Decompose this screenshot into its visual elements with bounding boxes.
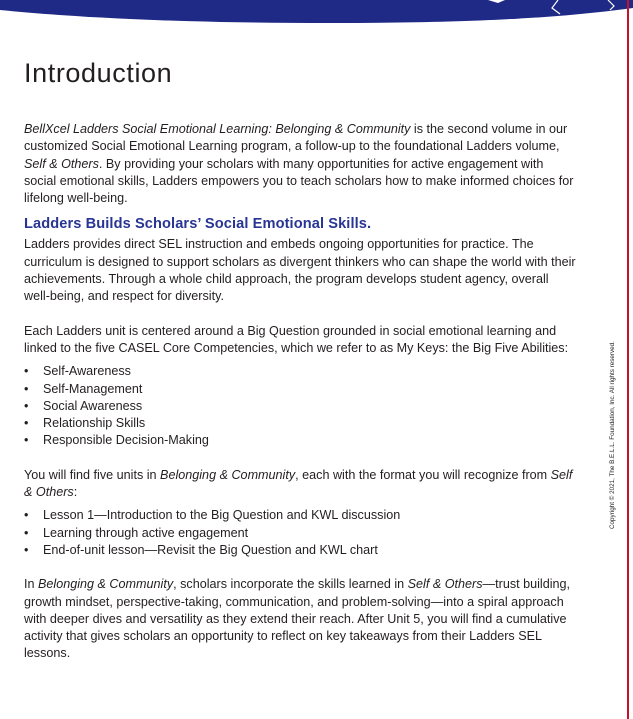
page-body bbox=[24, 121, 576, 663]
list-item: • Self-Awareness bbox=[24, 363, 576, 380]
sel-instruction-paragraph: Ladders provides direct SEL instruction and embeds ongoing opportunities for practice. The curriculum is designed to support scholars as divergent thinkers who can shape the world with their achievements. Through a whole child approach, the program develops student agency, overall well-being, and respect for diversity. bbox=[24, 237, 576, 304]
program-title: BellXcel Ladders Social Emotional Learning: Belonging & Community bbox=[24, 122, 411, 136]
list-item: • Learning through active engagement bbox=[24, 525, 576, 542]
copyright-notice: Copyright © 2021, The B.E.L.L. Foundation, Inc. All rights reserved. bbox=[609, 341, 616, 529]
intro-text: . By providing your scholars with many opportunities for active engagement with social emotional skills, Ladders empowers you to teach scholars how to make informed choices for lifelong well-being. bbox=[24, 156, 574, 206]
bullet-icon: • bbox=[24, 364, 29, 379]
bullet-icon: • bbox=[24, 508, 29, 523]
volume-title: Self & Others bbox=[24, 156, 99, 171]
big-five-list bbox=[24, 363, 576, 449]
list-item: • Self-Management bbox=[24, 381, 576, 398]
volume-title: Self & Others bbox=[407, 577, 483, 592]
unit-structure-paragraph: Each Ladders unit is centered around a Big Question grounded in social emotional learning and linked to the five CASEL Core Competencies, which we refer to as My Keys: the Big Five Abilities: bbox=[24, 323, 569, 355]
bullet-icon: • bbox=[24, 381, 29, 396]
unit-format-list bbox=[24, 507, 576, 559]
header-band-shape bbox=[0, 0, 633, 23]
list-item: • Responsible Decision-Making bbox=[24, 432, 576, 449]
units-paragraph: You will find five units in Belonging & Community, each with the format you will recognize from Self & Others: bbox=[24, 467, 573, 500]
page-edge-rule bbox=[627, 0, 629, 719]
page-title: Introduction bbox=[24, 58, 173, 88]
bullet-icon: • bbox=[24, 416, 29, 431]
volume-title: Belonging & Community bbox=[38, 577, 174, 592]
bullet-icon: • bbox=[24, 398, 29, 413]
list-item: • Lesson 1—Introduction to the Big Question and KWL discussion bbox=[24, 507, 576, 524]
section-heading: Ladders Builds Scholars’ Social Emotional Skills. bbox=[24, 216, 372, 233]
intro-paragraph bbox=[24, 121, 576, 207]
bullet-icon: • bbox=[24, 525, 29, 540]
bullet-icon: • bbox=[24, 433, 29, 448]
list-item: • End-of-unit lesson—Revisit the Big Question and KWL chart bbox=[24, 542, 576, 559]
spiral-approach-paragraph: In Belonging & Community, scholars incorporate the skills learned in Self & Others—trust building, growth mindset, perspective-taking, communication, and problem-solving—into a spiral approach with deeper dives and versatility as they extend their reach. After Unit 5, you will find a cumulative activity that gives scholars an opportunity to reflect on key takeaways from their Ladders SEL lessons. bbox=[24, 577, 571, 661]
volume-title: Belonging & Community bbox=[160, 467, 296, 482]
header-band bbox=[0, 0, 633, 34]
intro-text: is the second volume in our customized Social Emotional Learning program, a follow-up to the foundational Ladders volume, bbox=[24, 122, 568, 154]
list-item: • Social Awareness bbox=[24, 398, 576, 415]
header-band-graphic bbox=[0, 0, 633, 34]
volume-title: Self & Others bbox=[24, 467, 573, 500]
bullet-icon: • bbox=[24, 542, 29, 557]
list-item: • Relationship Skills bbox=[24, 415, 576, 432]
